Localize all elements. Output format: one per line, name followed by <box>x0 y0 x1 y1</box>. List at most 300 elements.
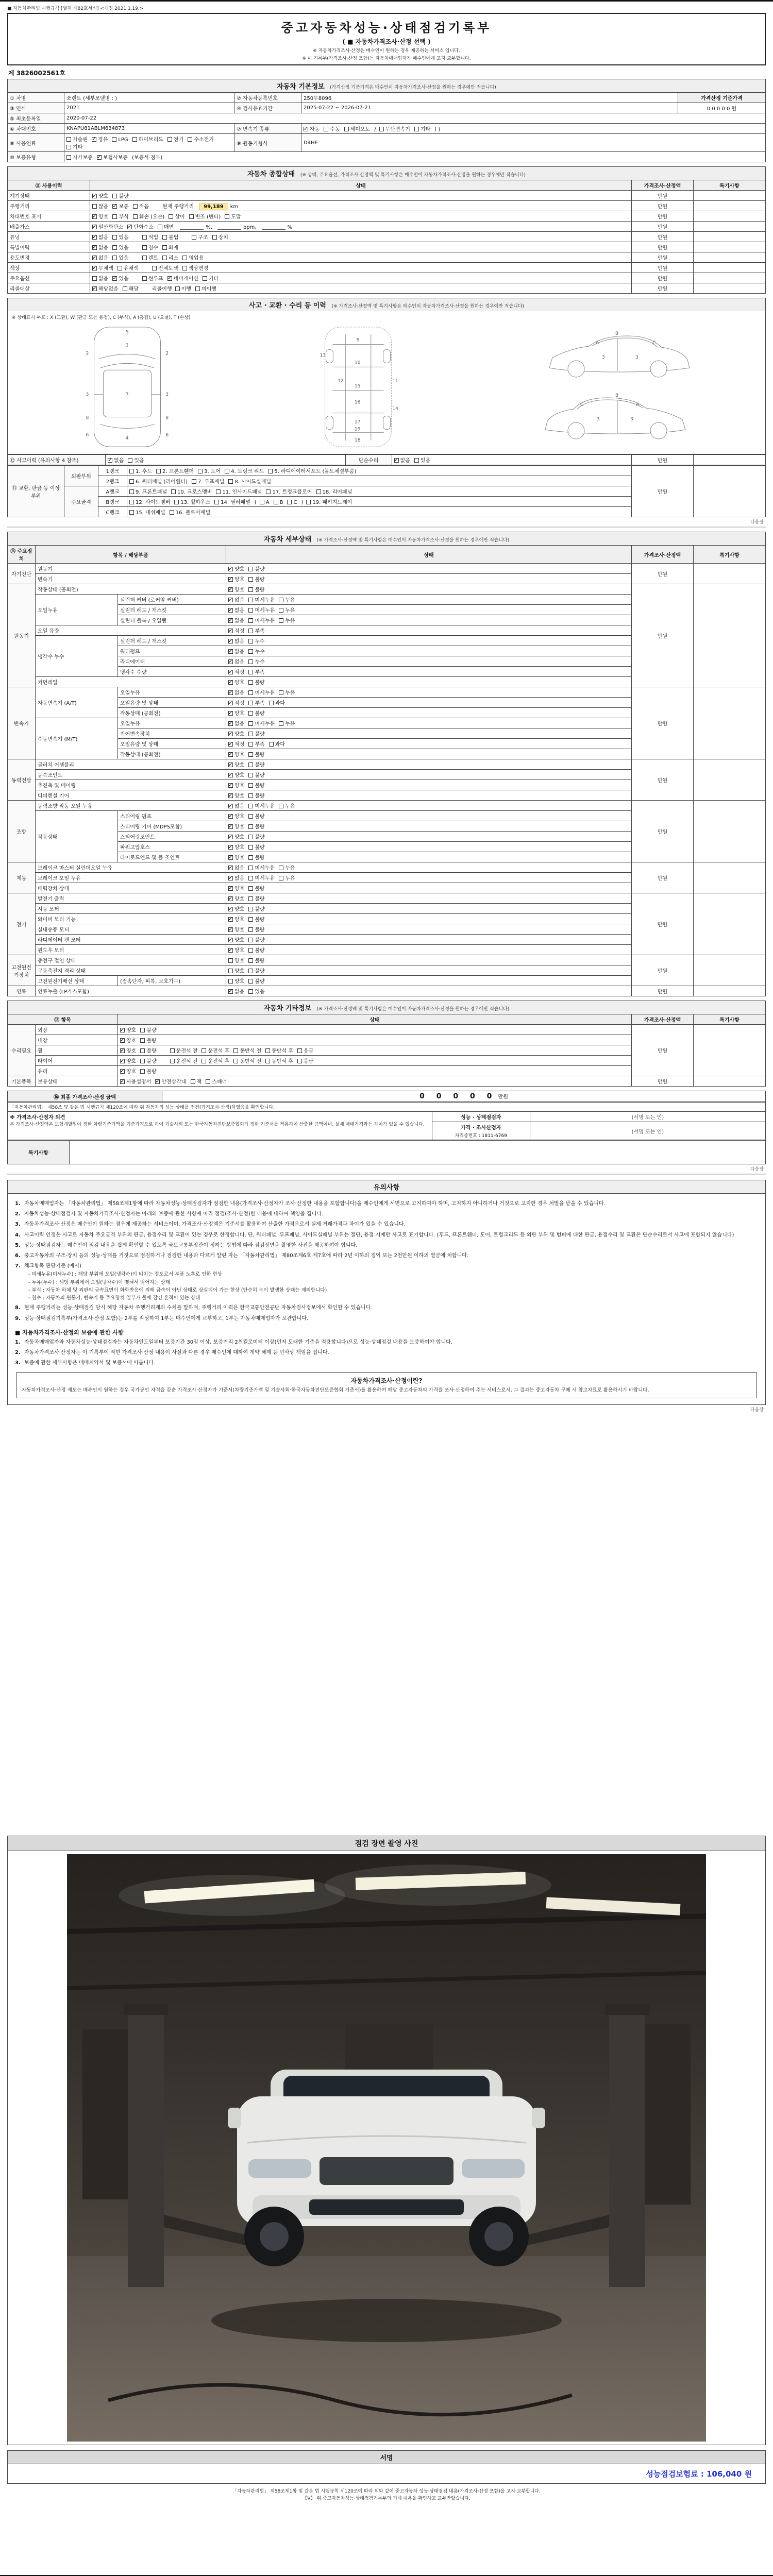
checkbox-option[interactable]: 14. 필러패널 <box>214 498 250 505</box>
checkbox-unchecked[interactable] <box>162 245 167 250</box>
checkbox-option[interactable]: 미세누유 <box>248 688 275 696</box>
checkbox-unchecked[interactable] <box>248 824 253 829</box>
checkbox-checked[interactable] <box>228 896 233 901</box>
checkbox-option[interactable]: 누유 <box>279 596 295 603</box>
checkbox-option[interactable]: 미세누유 <box>248 606 275 614</box>
checkbox-option[interactable]: ✓ 양호 <box>228 575 244 583</box>
checkbox-option[interactable]: 누유 <box>279 606 295 614</box>
checkbox-checked[interactable] <box>228 752 233 757</box>
checkbox-option[interactable]: 8. 사이드실패널 <box>228 477 271 485</box>
checkbox-option[interactable]: 9. 프론트패널 <box>129 487 167 495</box>
checkbox-unchecked[interactable] <box>279 721 283 726</box>
checkbox-unchecked[interactable] <box>248 835 253 839</box>
inspector-sign-area[interactable]: (서명 또는 인) <box>530 1112 765 1122</box>
checkbox-unchecked[interactable] <box>248 680 253 685</box>
checkbox-option[interactable]: A <box>260 500 270 505</box>
checkbox-checked[interactable] <box>228 927 233 932</box>
checkbox-option[interactable]: ✓ 양호 <box>228 781 244 789</box>
checkbox-option[interactable]: 렌트 <box>142 253 158 261</box>
checkbox-unchecked[interactable] <box>248 917 253 922</box>
checkbox-option[interactable]: ✓ 사용설명서 <box>120 1077 151 1085</box>
checkbox-option[interactable]: 11. 인사이드패널 <box>216 487 262 495</box>
checkbox-option[interactable]: 기타 <box>203 274 219 282</box>
checkbox-unchecked[interactable] <box>132 137 137 142</box>
checkbox-unchecked[interactable] <box>203 276 207 281</box>
checkbox-checked[interactable] <box>228 587 233 592</box>
checkbox-unchecked[interactable] <box>188 137 192 142</box>
checkbox-option[interactable]: ✓ 양호 <box>228 936 244 943</box>
checkbox-unchecked[interactable] <box>129 510 134 515</box>
checkbox-unchecked[interactable] <box>156 469 161 473</box>
checkbox-unchecked[interactable] <box>379 127 384 131</box>
checkbox-checked[interactable] <box>108 458 112 463</box>
checkbox-option[interactable]: ✓ 양호 <box>120 1057 136 1064</box>
checkbox-option[interactable]: 동반석 전 <box>233 1046 261 1054</box>
blank-field[interactable] <box>217 225 241 230</box>
checkbox-checked[interactable] <box>228 845 233 850</box>
checkbox-option[interactable]: 부족 <box>248 668 264 675</box>
checkbox-unchecked[interactable] <box>260 500 264 504</box>
checkbox-option[interactable]: 부족 <box>248 740 264 748</box>
checkbox-option[interactable]: ✓ 양호 <box>228 946 244 954</box>
checkbox-unchecked[interactable] <box>274 500 278 504</box>
checkbox-unchecked[interactable] <box>142 235 147 240</box>
checkbox-option[interactable]: 부족 <box>248 626 264 634</box>
checkbox-checked[interactable] <box>228 701 233 705</box>
checkbox-unchecked[interactable] <box>248 587 253 592</box>
checkbox-option[interactable]: 7. 루프패널 <box>192 477 224 485</box>
checkbox-checked[interactable] <box>228 948 233 953</box>
checkbox-checked[interactable] <box>228 659 233 664</box>
checkbox-unchecked[interactable] <box>112 194 117 198</box>
checkbox-unchecked[interactable] <box>248 659 253 664</box>
checkbox-option[interactable]: ✓ 양호 <box>228 833 244 840</box>
checkbox-option[interactable]: ✓ 양호 <box>120 1026 136 1033</box>
checkbox-option[interactable]: 15. 대쉬패널 <box>129 508 165 516</box>
checkbox-option[interactable]: 불량 <box>248 709 264 717</box>
checkbox-unchecked[interactable] <box>92 276 97 281</box>
checkbox-checked[interactable] <box>228 680 233 685</box>
checkbox-unchecked[interactable] <box>162 256 167 260</box>
checkbox-option[interactable]: 불량 <box>248 946 264 954</box>
checkbox-unchecked[interactable] <box>66 155 71 160</box>
checkbox-unchecked[interactable] <box>216 489 221 494</box>
checkbox-option[interactable]: 있음 <box>112 233 128 241</box>
checkbox-option[interactable]: 동반석 후 <box>265 1057 293 1064</box>
checkbox-option[interactable]: 불법 <box>162 233 178 241</box>
checkbox-unchecked[interactable] <box>248 598 253 602</box>
checkbox-unchecked[interactable] <box>182 256 187 260</box>
checkbox-checked[interactable] <box>155 1079 160 1084</box>
checkbox-unchecked[interactable] <box>248 608 253 613</box>
checkbox-unchecked[interactable] <box>142 276 147 281</box>
checkbox-checked[interactable] <box>228 762 233 767</box>
checkbox-unchecked[interactable] <box>248 938 253 942</box>
checkbox-unchecked[interactable] <box>248 629 253 633</box>
checkbox-unchecked[interactable] <box>128 458 132 463</box>
checkbox-unchecked[interactable] <box>248 721 253 726</box>
checkbox-checked[interactable] <box>228 804 233 808</box>
checkbox-option[interactable]: 19. 패키지트레이 <box>306 498 352 505</box>
checkbox-checked[interactable] <box>112 276 117 281</box>
checkbox-unchecked[interactable] <box>212 235 217 240</box>
checkbox-option[interactable]: 불량 <box>248 956 264 964</box>
checkbox-option[interactable]: ✓ 양호 <box>120 1067 136 1075</box>
checkbox-option[interactable]: ✓ 없음 <box>228 987 244 995</box>
checkbox-option[interactable]: 과다 <box>269 699 285 706</box>
checkbox-unchecked[interactable] <box>66 137 71 142</box>
checkbox-option[interactable]: 미세누유 <box>248 719 275 727</box>
checkbox-option[interactable]: 응급 <box>297 1046 313 1054</box>
checkbox-unchecked[interactable] <box>225 214 229 219</box>
checkbox-option[interactable]: ✓ 없음 <box>394 456 410 464</box>
checkbox-option[interactable]: 운전석 전 <box>170 1057 198 1064</box>
checkbox-unchecked[interactable] <box>129 489 134 494</box>
checkbox-option[interactable]: 있음 <box>112 253 128 261</box>
checkbox-unchecked[interactable] <box>248 876 253 880</box>
blank-field[interactable] <box>262 225 285 230</box>
checkbox-unchecked[interactable] <box>269 742 274 747</box>
checkbox-option[interactable]: 부족 <box>248 699 264 706</box>
checkbox-option[interactable]: 기타 <box>66 143 82 150</box>
checkbox-option[interactable]: B <box>274 500 283 505</box>
checkbox-option[interactable]: 누유 <box>279 688 295 696</box>
checkbox-option[interactable]: 12. 사이드멤버 <box>129 498 170 505</box>
checkbox-unchecked[interactable] <box>279 618 283 623</box>
checkbox-option[interactable]: 미세누유 <box>248 874 275 882</box>
checkbox-option[interactable]: ✓ 안전삼각대 <box>155 1077 186 1085</box>
checkbox-checked[interactable] <box>228 670 233 674</box>
checkbox-unchecked[interactable] <box>279 804 283 808</box>
checkbox-option[interactable]: ✓ 없음 <box>92 243 108 251</box>
checkbox-option[interactable]: 가솔린 <box>66 135 88 143</box>
checkbox-unchecked[interactable] <box>140 1069 145 1074</box>
checkbox-unchecked[interactable] <box>112 137 116 142</box>
checkbox-option[interactable]: 누유 <box>279 874 295 882</box>
checkbox-option[interactable]: 미세누유 <box>248 596 275 603</box>
checkbox-option[interactable]: 세미오토 <box>344 125 371 132</box>
checkbox-option[interactable]: ✓ 일산화탄소 <box>92 223 123 230</box>
checkbox-option[interactable]: 하이브리드 <box>132 135 163 143</box>
checkbox-option[interactable]: 양호 <box>228 967 244 974</box>
checkbox-option[interactable]: 불량 <box>248 812 264 820</box>
checkbox-option[interactable]: ✓ 없음 <box>108 456 124 464</box>
checkbox-checked[interactable] <box>228 824 233 829</box>
checkbox-option[interactable]: ✓ 보험사보증 <box>97 153 128 161</box>
checkbox-option[interactable]: 색상변경 <box>182 264 209 272</box>
checkbox-unchecked[interactable] <box>228 958 233 963</box>
checkbox-checked[interactable] <box>228 907 233 911</box>
checkbox-unchecked[interactable] <box>152 266 157 270</box>
checkbox-unchecked[interactable] <box>248 814 253 819</box>
checkbox-option[interactable]: ✓ 양호 <box>92 192 108 199</box>
checkbox-unchecked[interactable] <box>248 732 253 736</box>
checkbox-option[interactable]: 상이 <box>169 212 184 220</box>
checkbox-option[interactable]: 수소전기 <box>188 135 214 143</box>
checkbox-option[interactable]: 불량 <box>248 925 264 933</box>
checkbox-unchecked[interactable] <box>297 1048 302 1053</box>
checkbox-checked[interactable] <box>92 194 97 198</box>
checkbox-option[interactable]: ✓ 보통 <box>112 202 128 210</box>
checkbox-unchecked[interactable] <box>248 989 253 994</box>
checkbox-unchecked[interactable] <box>248 701 253 705</box>
checkbox-checked[interactable] <box>228 567 233 571</box>
checkbox-unchecked[interactable] <box>248 866 253 870</box>
checkbox-option[interactable]: 이행 <box>175 284 191 292</box>
checkbox-unchecked[interactable] <box>414 127 419 131</box>
checkbox-unchecked[interactable] <box>268 469 273 473</box>
checkbox-option[interactable]: ✓ 양호 <box>228 771 244 778</box>
checkbox-option[interactable]: 적음 <box>133 202 149 210</box>
checkbox-option[interactable]: 잭 <box>191 1077 202 1085</box>
checkbox-option[interactable]: ✓ 없음 <box>228 688 244 696</box>
checkbox-unchecked[interactable] <box>344 127 349 131</box>
checkbox-unchecked[interactable] <box>214 500 219 504</box>
checkbox-checked[interactable] <box>228 866 233 870</box>
checkbox-option[interactable]: 전체도색 <box>152 264 178 272</box>
checkbox-unchecked[interactable] <box>248 793 253 798</box>
checkbox-checked[interactable] <box>228 876 233 880</box>
checkbox-checked[interactable] <box>92 256 97 260</box>
checkbox-option[interactable]: 불량 <box>248 750 264 758</box>
checkbox-option[interactable]: 응급 <box>297 1057 313 1064</box>
checkbox-option[interactable]: 불량 <box>248 884 264 892</box>
checkbox-option[interactable]: 해당 <box>123 284 139 292</box>
checkbox-unchecked[interactable] <box>112 256 117 260</box>
checkbox-unchecked[interactable] <box>248 567 253 571</box>
checkbox-option[interactable]: 5. 라디에이터서포트 (볼트체결부품) <box>268 467 356 474</box>
checkbox-checked[interactable] <box>228 742 233 747</box>
checkbox-option[interactable]: 영업용 <box>182 253 204 261</box>
checkbox-option[interactable]: 화재 <box>162 243 178 251</box>
checkbox-unchecked[interactable] <box>133 204 138 209</box>
checkbox-option[interactable]: 누유 <box>279 616 295 624</box>
checkbox-unchecked[interactable] <box>248 783 253 788</box>
checkbox-unchecked[interactable] <box>279 690 283 695</box>
checkbox-unchecked[interactable] <box>279 866 283 870</box>
checkbox-option[interactable]: ✓ 적정 <box>228 699 244 706</box>
checkbox-unchecked[interactable] <box>162 235 167 240</box>
checkbox-option[interactable]: 썬루프 <box>142 274 163 282</box>
checkbox-unchecked[interactable] <box>182 266 187 270</box>
checkbox-unchecked[interactable] <box>158 225 162 229</box>
checkbox-option[interactable]: 불량 <box>248 843 264 851</box>
checkbox-checked[interactable] <box>120 1048 125 1053</box>
checkbox-unchecked[interactable] <box>66 145 71 149</box>
checkbox-unchecked[interactable] <box>92 204 97 209</box>
checkbox-option[interactable]: ✓ 없음 <box>228 616 244 624</box>
checkbox-option[interactable]: 불량 <box>248 822 264 830</box>
checkbox-unchecked[interactable] <box>279 598 283 602</box>
checkbox-unchecked[interactable] <box>201 1059 206 1063</box>
checkbox-option[interactable]: ✓ 없음 <box>228 802 244 809</box>
checkbox-checked[interactable] <box>92 286 97 291</box>
checkbox-unchecked[interactable] <box>279 876 283 880</box>
checkbox-option[interactable]: 동반석 전 <box>233 1057 261 1064</box>
checkbox-option[interactable]: ✓ 경유 <box>92 135 108 143</box>
checkbox-option[interactable]: 불량 <box>248 791 264 799</box>
checkbox-option[interactable]: 누수 <box>248 637 264 645</box>
checkbox-unchecked[interactable] <box>248 979 253 984</box>
checkbox-unchecked[interactable] <box>248 855 253 860</box>
checkbox-checked[interactable] <box>120 1028 125 1032</box>
checkbox-unchecked[interactable] <box>279 608 283 613</box>
checkbox-unchecked[interactable] <box>140 1038 145 1043</box>
checkbox-option[interactable]: 장치 <box>212 233 228 241</box>
checkbox-option[interactable]: 1. 후드 <box>129 467 152 474</box>
checkbox-unchecked[interactable] <box>117 266 122 270</box>
checkbox-unchecked[interactable] <box>171 489 176 494</box>
checkbox-option[interactable]: ✓ 적정 <box>228 626 244 634</box>
checkbox-unchecked[interactable] <box>174 500 179 504</box>
checkbox-option[interactable]: 불량 <box>248 905 264 912</box>
checkbox-option[interactable]: 불량 <box>140 1046 156 1054</box>
checkbox-checked[interactable] <box>228 783 233 788</box>
checkbox-option[interactable]: 많음 <box>92 202 108 210</box>
checkbox-option[interactable]: ✓ 없음 <box>228 874 244 882</box>
checkbox-unchecked[interactable] <box>248 969 253 973</box>
checkbox-option[interactable]: 불량 <box>248 853 264 861</box>
checkbox-unchecked[interactable] <box>201 1048 206 1053</box>
checkbox-option[interactable]: ✓ 탄화수소 <box>127 223 154 230</box>
checkbox-option[interactable]: 불량 <box>248 771 264 778</box>
checkbox-unchecked[interactable] <box>142 245 147 250</box>
checkbox-option[interactable]: ✓ 양호 <box>228 822 244 830</box>
checkbox-option[interactable]: ✓ 없음 <box>228 596 244 603</box>
checkbox-checked[interactable] <box>228 598 233 602</box>
checkbox-option[interactable]: 16. 플로어패널 <box>170 508 210 516</box>
checkbox-unchecked[interactable] <box>248 927 253 932</box>
checkbox-option[interactable]: 전기 <box>167 135 183 143</box>
checkbox-option[interactable]: 불량 <box>140 1067 156 1075</box>
checkbox-option[interactable]: 미세누유 <box>248 863 275 871</box>
checkbox-unchecked[interactable] <box>129 479 134 484</box>
checkbox-unchecked[interactable] <box>248 773 253 777</box>
checkbox-option[interactable]: 누수 <box>248 657 264 665</box>
checkbox-option[interactable]: 매연 <box>158 223 174 230</box>
checkbox-checked[interactable] <box>92 214 97 219</box>
checkbox-option[interactable]: ✓ 양호 <box>120 1036 136 1044</box>
checkbox-option[interactable]: ✓ 양호 <box>228 709 244 717</box>
checkbox-option[interactable]: 수동 <box>324 125 340 132</box>
checkbox-unchecked[interactable] <box>123 286 127 291</box>
checkbox-unchecked[interactable] <box>248 670 253 674</box>
checkbox-option[interactable]: 미세누유 <box>248 802 275 809</box>
checkbox-option[interactable]: 운전석 후 <box>201 1057 229 1064</box>
checkbox-unchecked[interactable] <box>192 479 196 484</box>
checkbox-option[interactable]: 스패너 <box>206 1077 227 1085</box>
checkbox-unchecked[interactable] <box>170 1059 175 1063</box>
checkbox-unchecked[interactable] <box>167 137 172 142</box>
checkbox-unchecked[interactable] <box>206 1079 210 1084</box>
checkbox-option[interactable]: ✓ 양호 <box>228 894 244 902</box>
checkbox-option[interactable]: 구조 <box>192 233 208 241</box>
checkbox-option[interactable]: ✓ 없음 <box>228 657 244 665</box>
checkbox-checked[interactable] <box>228 793 233 798</box>
checkbox-checked[interactable] <box>228 711 233 716</box>
checkbox-unchecked[interactable] <box>248 618 253 623</box>
checkbox-option[interactable]: 있음 <box>248 987 264 995</box>
checkbox-unchecked[interactable] <box>265 1059 270 1063</box>
checkbox-unchecked[interactable] <box>248 577 253 582</box>
checkbox-checked[interactable] <box>228 732 233 736</box>
checkbox-option[interactable]: 불량 <box>248 730 264 737</box>
checkbox-option[interactable]: 자가보증 <box>66 153 93 161</box>
checkbox-option[interactable]: 변조 (변타) <box>189 212 221 220</box>
checkbox-checked[interactable] <box>228 917 233 922</box>
checkbox-unchecked[interactable] <box>265 1048 270 1053</box>
checkbox-option[interactable]: 불량 <box>248 936 264 943</box>
checkbox-option[interactable]: ✓ 양호 <box>228 750 244 758</box>
checkbox-option[interactable]: ✓ 양호 <box>228 760 244 768</box>
checkbox-option[interactable]: 운전석 전 <box>170 1046 198 1054</box>
checkbox-option[interactable]: 불량 <box>140 1026 156 1033</box>
checkbox-checked[interactable] <box>228 618 233 623</box>
checkbox-option[interactable]: 불량 <box>248 894 264 902</box>
checkbox-option[interactable]: ✓ 네비게이션 <box>167 274 198 282</box>
checkbox-option[interactable]: ✓ 양호 <box>228 585 244 593</box>
checkbox-unchecked[interactable] <box>228 969 233 973</box>
checkbox-option[interactable]: 불량 <box>248 575 264 583</box>
checkbox-unchecked[interactable] <box>192 235 196 240</box>
checkbox-unchecked[interactable] <box>233 1059 238 1063</box>
checkbox-unchecked[interactable] <box>324 127 328 131</box>
checkbox-option[interactable]: 도말 <box>225 212 241 220</box>
checkbox-unchecked[interactable] <box>269 701 274 705</box>
checkbox-option[interactable]: ✓ 양호 <box>120 1046 136 1054</box>
checkbox-checked[interactable] <box>167 276 172 281</box>
checkbox-option[interactable]: ✓ 양호 <box>228 843 244 851</box>
checkbox-unchecked[interactable] <box>142 256 147 260</box>
checkbox-unchecked[interactable] <box>248 845 253 850</box>
checkbox-option[interactable]: ✓ 양호 <box>228 905 244 912</box>
checkbox-option[interactable]: ✓ 없음 <box>92 233 108 241</box>
checkbox-unchecked[interactable] <box>248 958 253 963</box>
checkbox-option[interactable]: ✓ 양호 <box>228 915 244 923</box>
checkbox-option[interactable]: ✓ 양호 <box>228 925 244 933</box>
checkbox-unchecked[interactable] <box>248 762 253 767</box>
checkbox-option[interactable]: ✓ 적정 <box>228 668 244 675</box>
checkbox-unchecked[interactable] <box>169 214 173 219</box>
checkbox-unchecked[interactable] <box>297 1059 302 1063</box>
signature-area[interactable] <box>7 2464 766 2484</box>
checkbox-unchecked[interactable] <box>228 479 233 484</box>
checkbox-checked[interactable] <box>97 155 102 160</box>
checkbox-checked[interactable] <box>228 721 233 726</box>
checkbox-unchecked[interactable] <box>266 489 271 494</box>
checkbox-unchecked[interactable] <box>248 948 253 953</box>
checkbox-option[interactable]: ✓ 양호 <box>92 212 108 220</box>
checkbox-option[interactable]: ✓ 양호 <box>228 565 244 572</box>
checkbox-option[interactable]: ✓ 없음 <box>228 863 244 871</box>
checkbox-option[interactable]: 불량 <box>248 781 264 789</box>
checkbox-option[interactable]: 누유 <box>279 802 295 809</box>
checkbox-unchecked[interactable] <box>170 1048 175 1053</box>
checkbox-option[interactable]: 6. 쿼터패널 (리어휀더) <box>129 477 188 485</box>
checkbox-option[interactable]: 미이행 <box>195 284 216 292</box>
checkbox-checked[interactable] <box>228 835 233 839</box>
checkbox-unchecked[interactable] <box>233 1048 238 1053</box>
checkbox-option[interactable]: ✓ 해당없음 <box>92 284 119 292</box>
checkbox-unchecked[interactable] <box>140 1048 145 1053</box>
checkbox-option[interactable]: 동반석 후 <box>265 1046 293 1054</box>
checkbox-unchecked[interactable] <box>248 804 253 808</box>
checkbox-unchecked[interactable] <box>112 235 117 240</box>
checkbox-unchecked[interactable] <box>140 1059 145 1063</box>
checkbox-checked[interactable] <box>112 204 117 209</box>
checkbox-option[interactable]: 미세누유 <box>248 616 275 624</box>
checkbox-option[interactable]: 18. 리어패널 <box>316 487 352 495</box>
